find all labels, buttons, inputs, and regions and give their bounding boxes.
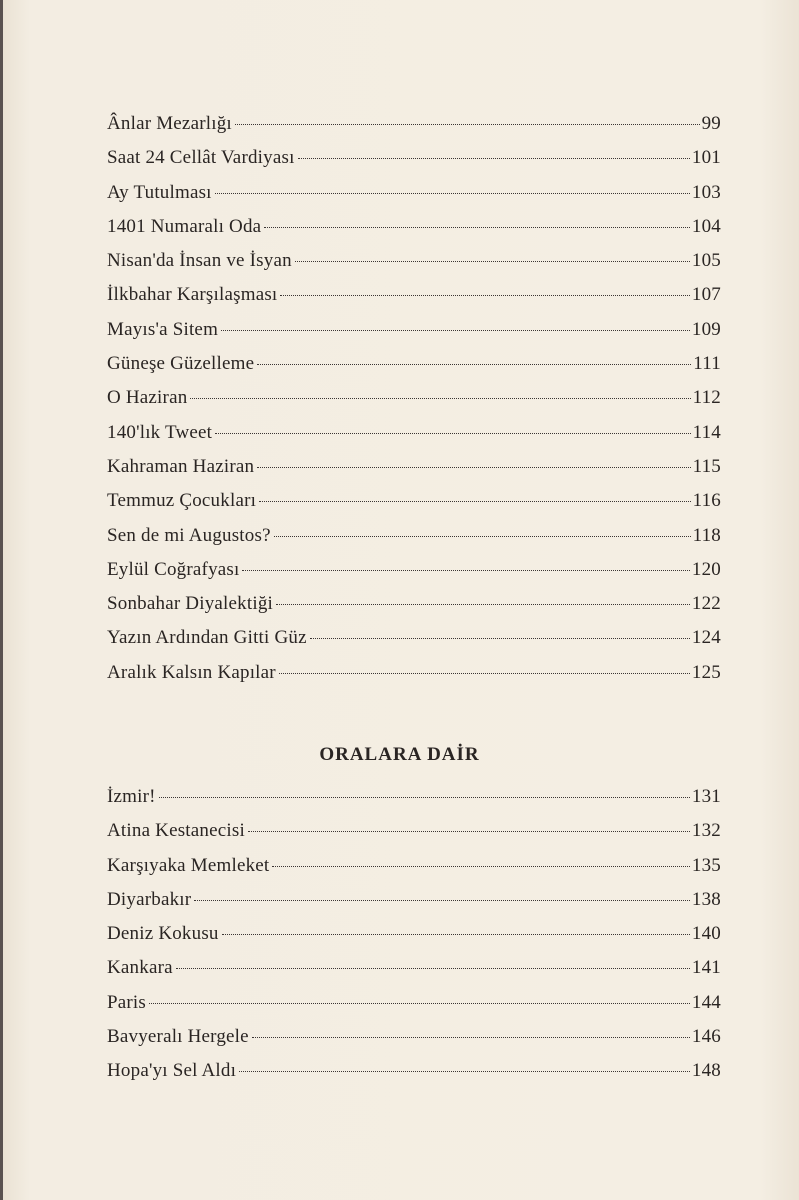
toc-entry-title: Karşıyaka Memleket bbox=[107, 854, 270, 876]
toc-entry-page-number: 140 bbox=[691, 923, 721, 945]
toc-list-part2 bbox=[107, 786, 721, 1095]
dot-leader bbox=[222, 934, 690, 935]
dot-leader bbox=[176, 968, 690, 969]
toc-entry-page-number: 107 bbox=[691, 284, 721, 306]
toc-entry-title: İzmir! bbox=[107, 786, 156, 807]
dot-leader bbox=[235, 124, 700, 125]
toc-entry-page-number: 135 bbox=[691, 854, 721, 876]
toc-entry-page-number: 101 bbox=[691, 147, 721, 169]
toc-entry-title: Deniz Kokusu bbox=[107, 923, 219, 945]
dot-leader bbox=[221, 330, 690, 331]
toc-entry-page-number: 118 bbox=[692, 524, 721, 546]
toc-entry-page-number: 105 bbox=[691, 250, 721, 272]
dot-leader bbox=[242, 570, 689, 571]
dot-leader bbox=[276, 604, 690, 605]
toc-entry-page-number: 120 bbox=[691, 558, 721, 580]
toc-entry bbox=[107, 284, 721, 318]
toc-entry-title: Ay Tutulması bbox=[107, 181, 212, 203]
dot-leader bbox=[194, 900, 690, 901]
toc-entry bbox=[107, 319, 721, 353]
dot-leader bbox=[264, 227, 690, 228]
dot-leader bbox=[259, 501, 691, 502]
toc-entry-page-number: 99 bbox=[701, 113, 721, 134]
dot-leader bbox=[159, 797, 690, 798]
toc-entry-page-number: 138 bbox=[691, 888, 721, 910]
toc-entry-title: Ânlar Mezarlığı bbox=[107, 113, 232, 134]
toc-entry-page-number: 132 bbox=[691, 820, 721, 842]
toc-entry bbox=[107, 1060, 721, 1094]
toc-entry-title: Diyarbakır bbox=[107, 888, 192, 910]
toc-entry bbox=[107, 855, 721, 889]
toc-entry-page-number: 131 bbox=[691, 786, 721, 807]
toc-entry-title: Atina Kestanecisi bbox=[107, 820, 245, 842]
dot-leader bbox=[215, 193, 690, 194]
dot-leader bbox=[295, 261, 690, 262]
toc-entry-title: Aralık Kalsın Kapılar bbox=[107, 661, 276, 683]
toc-entry-title: Mayıs'a Sitem bbox=[107, 318, 219, 340]
toc-entry-title: Kahraman Haziran bbox=[107, 455, 255, 477]
toc-entry bbox=[107, 490, 721, 524]
dot-leader bbox=[149, 1003, 690, 1004]
toc-entry-page-number: 115 bbox=[692, 455, 721, 477]
toc-entry-title: Temmuz Çocukları bbox=[107, 490, 257, 512]
toc-entry-page-number: 112 bbox=[692, 387, 721, 409]
toc-entry-title: Kankara bbox=[107, 957, 173, 979]
toc-entry bbox=[107, 422, 721, 456]
toc-entry bbox=[107, 627, 721, 661]
dot-leader bbox=[280, 295, 689, 296]
toc-entry-title: Nisan'da İnsan ve İsyan bbox=[107, 250, 292, 272]
toc-entry bbox=[107, 1026, 721, 1060]
dot-leader bbox=[215, 433, 690, 434]
toc-entry-title: 1401 Numaralı Oda bbox=[107, 215, 262, 237]
toc-entry-title: Hopa'yı Sel Aldı bbox=[107, 1060, 237, 1082]
toc-entry-page-number: 125 bbox=[691, 661, 721, 683]
toc-entry bbox=[107, 662, 721, 696]
toc-entry-page-number: 122 bbox=[691, 593, 721, 615]
toc-entry-title: Saat 24 Cellât Vardiyası bbox=[107, 147, 295, 169]
toc-entry bbox=[107, 889, 721, 923]
toc-entry-title: Sonbahar Diyalektiği bbox=[107, 593, 273, 615]
toc-entry-title: O Haziran bbox=[107, 387, 188, 409]
toc-entry bbox=[107, 353, 721, 387]
toc-entry-title: Eylül Coğrafyası bbox=[107, 558, 240, 580]
dot-leader bbox=[248, 831, 690, 832]
toc-entry-page-number: 144 bbox=[691, 991, 721, 1013]
toc-entry-page-number: 148 bbox=[691, 1060, 721, 1082]
toc-entry-title: Sen de mi Augustos? bbox=[107, 524, 271, 546]
section-heading: ORALARA DAİR bbox=[319, 744, 480, 765]
toc-entry-title: Bavyeralı Hergele bbox=[107, 1026, 249, 1048]
toc-entry bbox=[107, 387, 721, 421]
dot-leader bbox=[257, 364, 691, 365]
toc-entry bbox=[107, 456, 721, 490]
dot-leader bbox=[310, 638, 690, 639]
toc-entry bbox=[107, 216, 721, 250]
toc-entry-title: İlkbahar Karşılaşması bbox=[107, 284, 278, 306]
dot-leader bbox=[257, 467, 690, 468]
toc-entry-page-number: 116 bbox=[692, 490, 721, 512]
toc-entry bbox=[107, 786, 721, 820]
toc-entry bbox=[107, 957, 721, 991]
toc-entry bbox=[107, 113, 721, 147]
dot-leader bbox=[274, 536, 691, 537]
toc-entry bbox=[107, 559, 721, 593]
toc-entry-title: Yazın Ardından Gitti Güz bbox=[107, 627, 307, 649]
dot-leader bbox=[272, 866, 689, 867]
toc-entry bbox=[107, 923, 721, 957]
toc-entry bbox=[107, 182, 721, 216]
toc-entry-title: 140'lık Tweet bbox=[107, 421, 213, 443]
toc-entry bbox=[107, 147, 721, 181]
toc-entry-page-number: 124 bbox=[691, 627, 721, 649]
dot-leader bbox=[279, 673, 690, 674]
dot-leader bbox=[298, 158, 690, 159]
toc-entry bbox=[107, 250, 721, 284]
toc-entry-page-number: 146 bbox=[691, 1026, 721, 1048]
page-edge bbox=[0, 0, 3, 1200]
toc-entry-page-number: 111 bbox=[693, 353, 721, 375]
toc-entry-title: Paris bbox=[107, 991, 146, 1013]
toc-entry bbox=[107, 525, 721, 559]
toc-entry bbox=[107, 593, 721, 627]
dot-leader bbox=[252, 1037, 690, 1038]
toc-entry-page-number: 103 bbox=[691, 181, 721, 203]
toc-entry-page-number: 109 bbox=[691, 318, 721, 340]
toc-entry-title: Güneşe Güzelleme bbox=[107, 353, 255, 375]
dot-leader bbox=[190, 398, 690, 399]
toc-entry-page-number: 114 bbox=[692, 421, 721, 443]
dot-leader bbox=[239, 1071, 690, 1072]
toc-entry bbox=[107, 820, 721, 854]
toc-entry-page-number: 141 bbox=[691, 957, 721, 979]
toc-list-part1 bbox=[107, 113, 721, 696]
toc-entry-page-number: 104 bbox=[691, 215, 721, 237]
toc-entry bbox=[107, 992, 721, 1026]
